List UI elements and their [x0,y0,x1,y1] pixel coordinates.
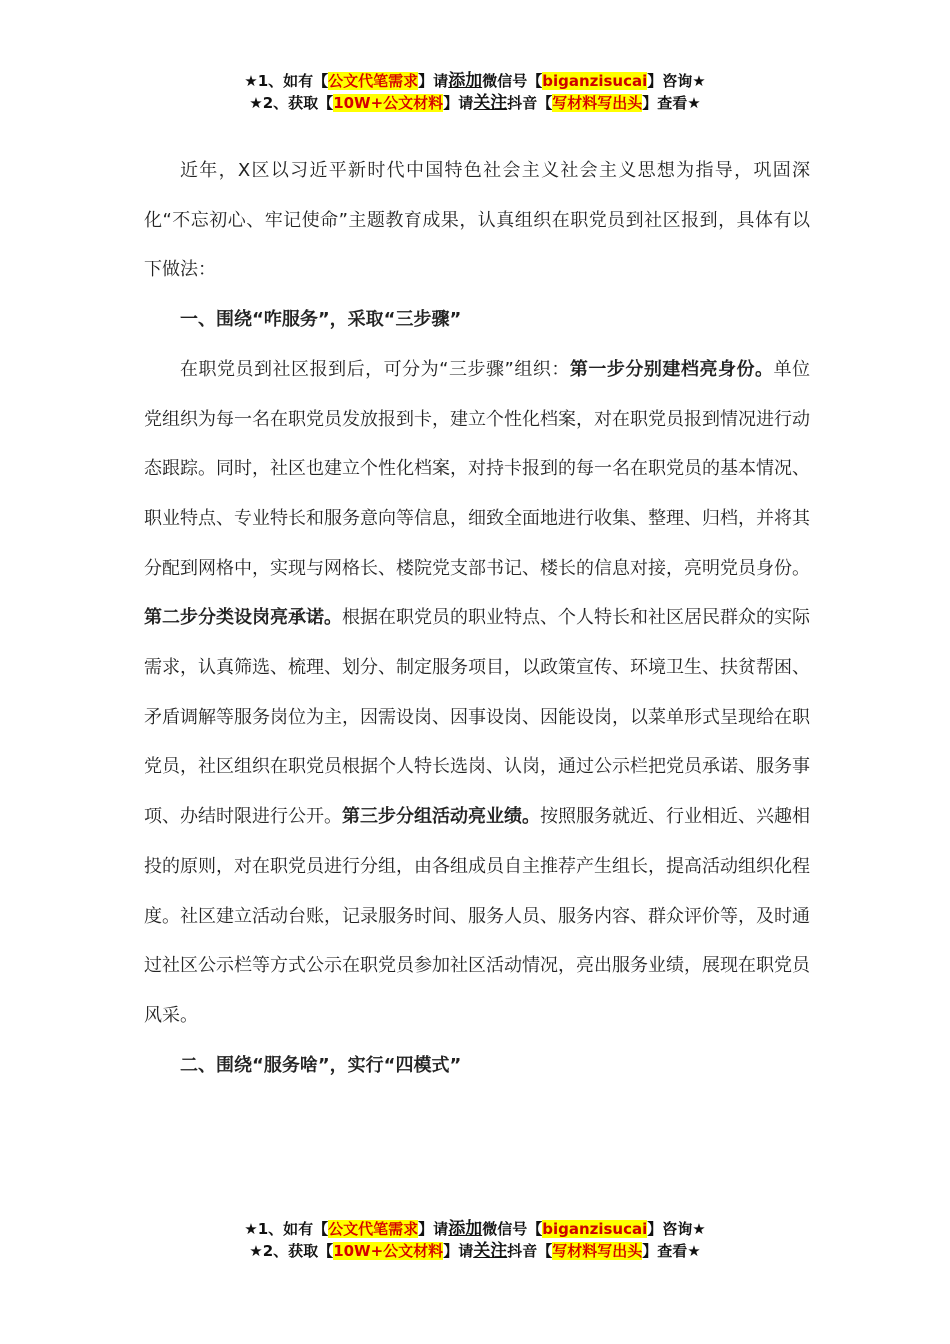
banner-line-2 [0,92,950,114]
banner-text: 】请 [418,1220,449,1238]
header-banner [0,70,950,114]
banner-text: 】请 [443,1242,474,1260]
banner-emphasis: 添加 [448,71,483,91]
banner-line-1 [0,1218,950,1240]
footer-banner [0,1218,950,1262]
highlight-douyin-id: 写材料写出头 [552,1242,643,1260]
banner-text: ★1、如有【 [244,72,329,90]
section-heading-1: 一、围绕“咋服务”，采取“三步骤” [180,309,462,331]
banner-text: 微信号【 [482,72,543,90]
paragraph-text: 按照服务就近、行业相近、兴趣相投的原则，对在职党员进行分组，由各组成员自主推荐产生组长，提高活动组织化程度。社区建立活动台账，记录服务时间、服务人员、服务内容、群众评价等，及时通过社区公示栏等方式公示在职党员参加社区活动情况，亮出服务业绩，展现在职党员风采。 [144,806,810,1026]
paragraph-text: 单位党组织为每一名在职党员发放报到卡，建立个性化档案，对在职党员报到情况进行动态跟踪。同时，社区也建立个性化档案，对持卡报到的每一名在职党员的基本情况、职业特点、专业特长和服务意向等信息，细致全面地进行收集、整理、归档，并将其分配到网格中，实现与网格长、楼院党支部书记、楼长的信息对接，亮明党员身份。 [144,358,811,579]
banner-text: 抖音【 [507,94,553,112]
highlight-materials: 10W+公文材料 [333,94,444,112]
banner-text: ★2、获取【 [249,1242,334,1260]
highlight-wechat-id: biganzisucai [542,72,648,90]
step-3-title: 第三步分组活动亮业绩。 [342,806,540,828]
step-1-title: 第一步分别建档亮身份。 [569,358,774,380]
highlight-douyin-id: 写材料写出头 [552,94,643,112]
highlight-materials: 10W+公文材料 [333,1242,444,1260]
document-body [144,146,810,1090]
banner-text: ★1、如有【 [244,1220,329,1238]
paragraph-text: 在职党员到社区报到后，可分为“三步骤”组织： [180,358,570,380]
step-2-title: 第二步分类设岗亮承诺。 [144,607,342,629]
paragraph-text: 根据在职党员的职业特点、个人特长和社区居民群众的实际需求，认真筛选、梳理、划分、制定服务项目，以政策宣传、环境卫生、扶贫帮困、矛盾调解等服务岗位为主，因需设岗、因事设岗、因能设岗，以菜单形式呈现给在职党员，社区组织在职党员根据个人特长选岗、认岗，通过公示栏把党员承诺、服务事项、办结时限进行公开。 [144,607,810,828]
banner-text: 】请 [443,94,474,112]
highlight-wechat-id: biganzisucai [542,1220,648,1238]
banner-emphasis: 添加 [448,1219,483,1239]
banner-text: ★2、获取【 [249,94,334,112]
banner-text: 】咨询★ [647,72,706,90]
banner-emphasis: 关注 [473,93,508,113]
section-heading-2: 二、围绕“服务啥”，实行“四模式” [180,1054,462,1076]
intro-paragraph: 近年，X区以习近平新时代中国特色社会主义社会主义思想为指导，巩固深化“不忘初心、牢记使命”主题教育成果，认真组织在职党员到社区报到，具体有以下做法： [144,160,810,281]
banner-text: 】查看★ [642,1242,701,1260]
banner-text: 】请 [418,72,449,90]
section-1-paragraph [144,345,810,1041]
banner-line-2 [0,1240,950,1262]
banner-line-1 [0,70,950,92]
banner-text: 】查看★ [642,94,701,112]
banner-text: 抖音【 [507,1242,553,1260]
highlight-service: 公文代笔需求 [328,72,419,90]
highlight-service: 公文代笔需求 [328,1220,419,1238]
banner-emphasis: 关注 [473,1241,508,1261]
banner-text: 微信号【 [482,1220,543,1238]
banner-text: 】咨询★ [647,1220,706,1238]
